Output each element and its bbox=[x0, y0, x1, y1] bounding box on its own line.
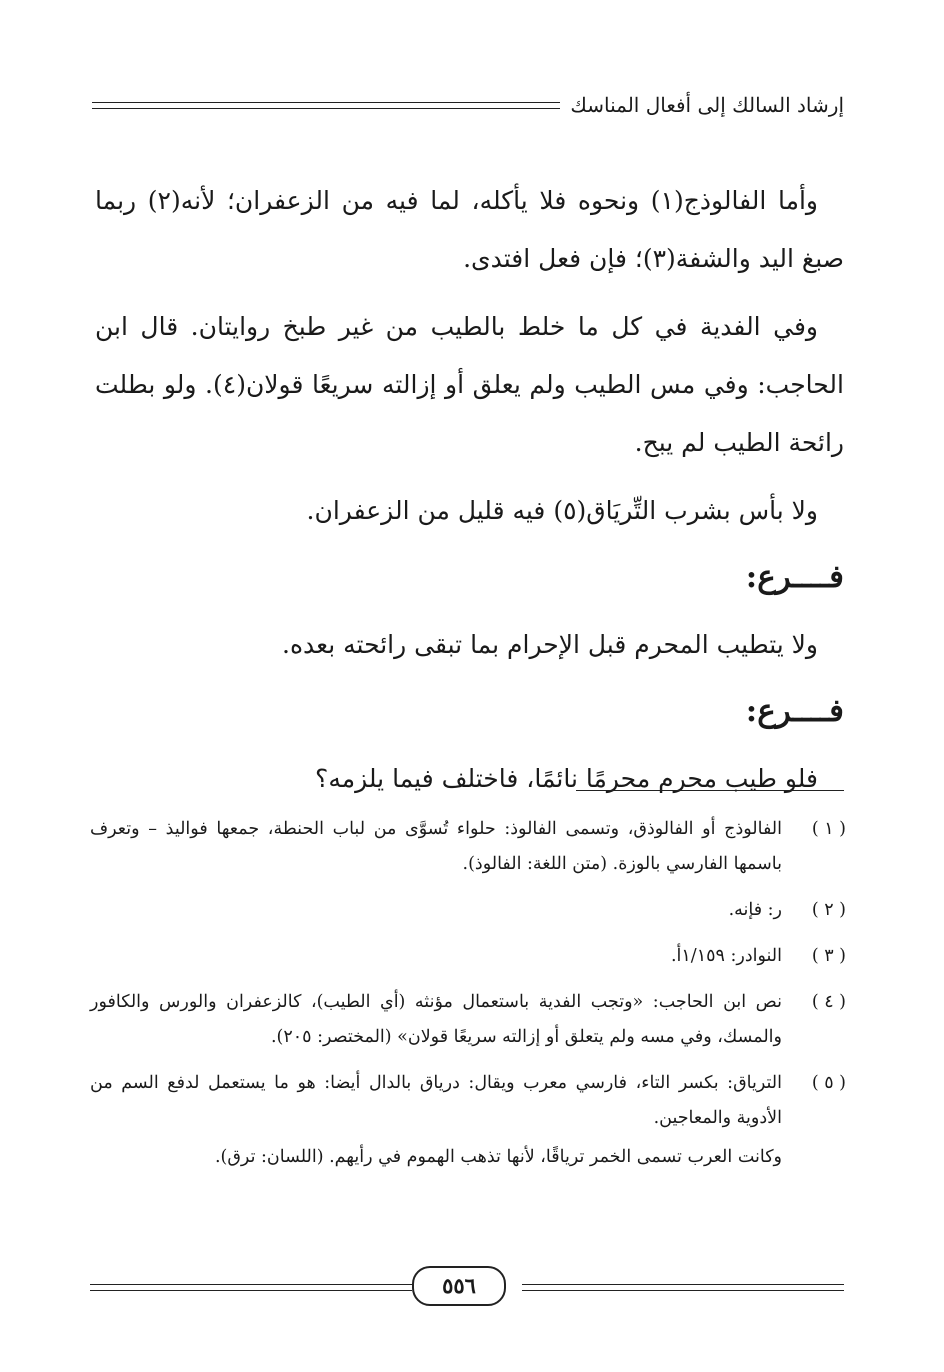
footnote-number: ( ١ ) bbox=[811, 819, 846, 839]
page-number: ٥٥٦ bbox=[412, 1266, 506, 1306]
footnote-text: ر: فإنه. bbox=[728, 900, 782, 920]
subsection-heading-1: فــــرع: bbox=[745, 559, 844, 595]
footnote-text: نص ابن الحاجب: «وتجب الفدية باستعمال مؤنثه (أي الطيب)، كالزعفران والورس والكافور والمسك، وفي مسه ولم يتعلق أو إزالته سريعًا قولان» (المختصر: ٢٠٥). bbox=[90, 992, 782, 1047]
footnote bbox=[90, 893, 846, 928]
paragraph-before-ihram: ولا يتطيب المحرم قبل الإحرام بما تبقى رائحته بعده. bbox=[282, 630, 818, 659]
footnote-number: ( ٥ ) bbox=[811, 1073, 846, 1093]
footnote-text: الفالوذج أو الفالوذق، وتسمى الفالوذ: حلواء تُسوَّى من لباب الحنطة، جمعها فواليذ – وتعرف باسمها الفارسي بالوزة. (متن اللغة: الفالوذ). bbox=[90, 819, 782, 874]
subsection-heading-2: فــــرع: bbox=[745, 693, 844, 729]
footnote-continuation: وكانت العرب تسمى الخمر ترياقًا، لأنها تذهب الهموم في رأيهم. (اللسان: ترق). bbox=[214, 1147, 782, 1167]
footer-rule-right bbox=[522, 1284, 844, 1291]
page-footer bbox=[90, 1266, 844, 1306]
footer-rule-left bbox=[90, 1284, 412, 1291]
footnote bbox=[90, 985, 846, 1055]
footnote-number: ( ٢ ) bbox=[811, 900, 846, 920]
footnote-text: الترياق: بكسر التاء، فارسي معرب ويقال: درياق بالدال أيضا: هو ما يستعمل لدفع السم من الأدوية والمعاجين. bbox=[90, 1073, 782, 1128]
footnote bbox=[90, 1066, 846, 1136]
paragraph-fidya: وفي الفدية في كل ما خلط بالطيب من غير طبخ روايتان. قال ابن الحاجب: وفي مس الطيب ولم يعلق أو إزالته سريعًا قولان(٤). ولو بطلت رائحة الطيب لم يبح. bbox=[95, 312, 844, 457]
main-text bbox=[95, 172, 844, 816]
running-header bbox=[92, 88, 844, 122]
footnote-text: النوادر: ١/١٥٩أ. bbox=[670, 946, 782, 966]
paragraph-tiryaq: ولا بأس بشرب التِّريَاق(٥) فيه قليل من الزعفران. bbox=[306, 496, 818, 525]
footnote-number: ( ٣ ) bbox=[811, 946, 846, 966]
header-title: إرشاد السالك إلى أفعال المناسك bbox=[570, 93, 844, 117]
footnote bbox=[90, 812, 846, 882]
header-rule bbox=[92, 102, 560, 109]
footnote bbox=[90, 939, 846, 974]
paragraph-sleeping-muhrim: فلو طيب محرم محرمًا نائمًا، فاختلف فيما يلزمه؟ bbox=[315, 764, 818, 793]
paragraph-faludhaj: وأما الفالوذج(١) ونحوه فلا يأكله، لما فيه من الزعفران؛ لأنه(٢) ربما صبغ اليد والشفة(٣)؛ فإن فعل افتدى. bbox=[95, 186, 844, 273]
footnotes bbox=[90, 812, 846, 1175]
footnote-separator bbox=[576, 790, 844, 791]
footnote-number: ( ٤ ) bbox=[811, 992, 846, 1012]
